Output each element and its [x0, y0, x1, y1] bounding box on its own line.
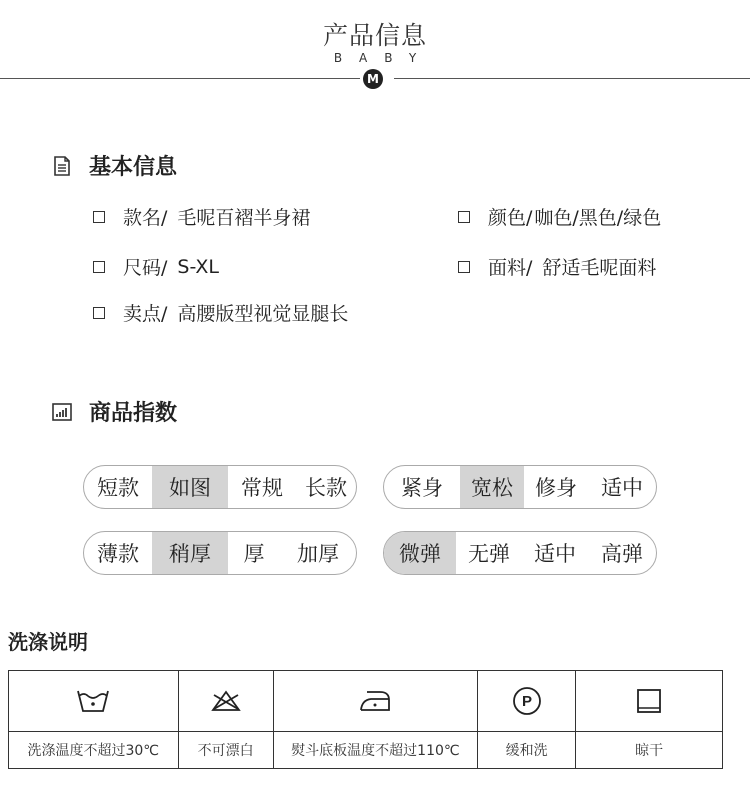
info-item-color [458, 203, 661, 230]
checkbox-icon [93, 211, 105, 223]
scale-option: 稍厚 [152, 532, 228, 574]
scale-option: 修身 [535, 476, 577, 500]
scale-option: 无弹 [468, 542, 510, 566]
info-value: 毛呢百褶半身裙 [177, 207, 311, 229]
dry-clean-letter: P [521, 693, 532, 710]
scale-option: 适中 [601, 476, 643, 500]
info-key: 面料/ [488, 257, 533, 279]
basic-info-heading [51, 150, 177, 181]
fit-scale [383, 465, 657, 509]
scale-option: 长款 [305, 476, 347, 500]
checkbox-icon [93, 261, 105, 273]
scale-option: 常规 [241, 476, 283, 500]
page-subtitle: BABY [333, 51, 434, 65]
dry-flat-icon [635, 687, 663, 715]
scale-option: 加厚 [297, 542, 339, 566]
checkbox-icon [93, 307, 105, 319]
checkbox-icon [458, 211, 470, 223]
scale-option: 如图 [152, 466, 228, 508]
info-value: 高腰版型视觉显腿长 [177, 303, 349, 325]
info-item-size [93, 253, 219, 280]
no-bleach-icon [210, 689, 242, 713]
care-icon-cell [478, 671, 576, 732]
length-scale [83, 465, 357, 509]
care-icon-cell [9, 671, 179, 732]
scale-option: 紧身 [401, 476, 443, 500]
care-label: 晾干 [576, 732, 723, 769]
info-value: 舒适毛呢面料 [542, 257, 657, 279]
care-label: 熨斗底板温度不超过110℃ [273, 732, 477, 769]
info-key: 款名/ [123, 207, 168, 229]
info-value: 咖色/黑色/绿色 [534, 207, 662, 229]
info-key: 尺码/ [123, 257, 168, 279]
care-label-row [9, 732, 723, 769]
scale-option: 短款 [97, 476, 139, 500]
scale-option: 宽松 [460, 466, 524, 508]
scale-option: 薄款 [97, 542, 139, 566]
document-icon [51, 155, 73, 177]
care-icon-cell [178, 671, 273, 732]
care-label: 不可漂白 [178, 732, 273, 769]
info-key: 卖点/ [123, 303, 168, 325]
checkbox-icon [458, 261, 470, 273]
thickness-scale [83, 531, 357, 575]
scale-option: 适中 [534, 542, 576, 566]
info-key: 颜色/ [488, 207, 533, 229]
care-icon-row [9, 671, 723, 732]
care-label: 洗涤温度不超过30℃ [9, 732, 179, 769]
info-value: S-XL [177, 255, 219, 278]
washing-instructions-title: 洗涤说明 [8, 630, 88, 654]
header-divider-right [394, 78, 750, 79]
page-title: 产品信息 [322, 21, 427, 50]
dry-clean-p-icon [512, 686, 542, 716]
product-index-heading [51, 396, 177, 427]
bar-chart-icon [51, 401, 73, 423]
wash-30-icon [76, 688, 110, 714]
care-label: 缓和洗 [478, 732, 576, 769]
product-index-title: 商品指数 [89, 401, 178, 426]
iron-icon [358, 688, 392, 714]
info-item-style-name [93, 203, 310, 230]
info-item-selling-point [93, 299, 348, 326]
size-badge: M [363, 69, 383, 89]
scale-option: 厚 [243, 542, 265, 566]
elasticity-scale [383, 531, 657, 575]
info-item-fabric [458, 253, 656, 280]
scale-option: 微弹 [384, 532, 456, 574]
care-icon-cell [576, 671, 723, 732]
header-divider-left [0, 78, 360, 79]
basic-info-title: 基本信息 [89, 155, 178, 180]
care-icon-cell [273, 671, 477, 732]
scale-option: 高弹 [601, 542, 643, 566]
care-table [8, 670, 723, 769]
